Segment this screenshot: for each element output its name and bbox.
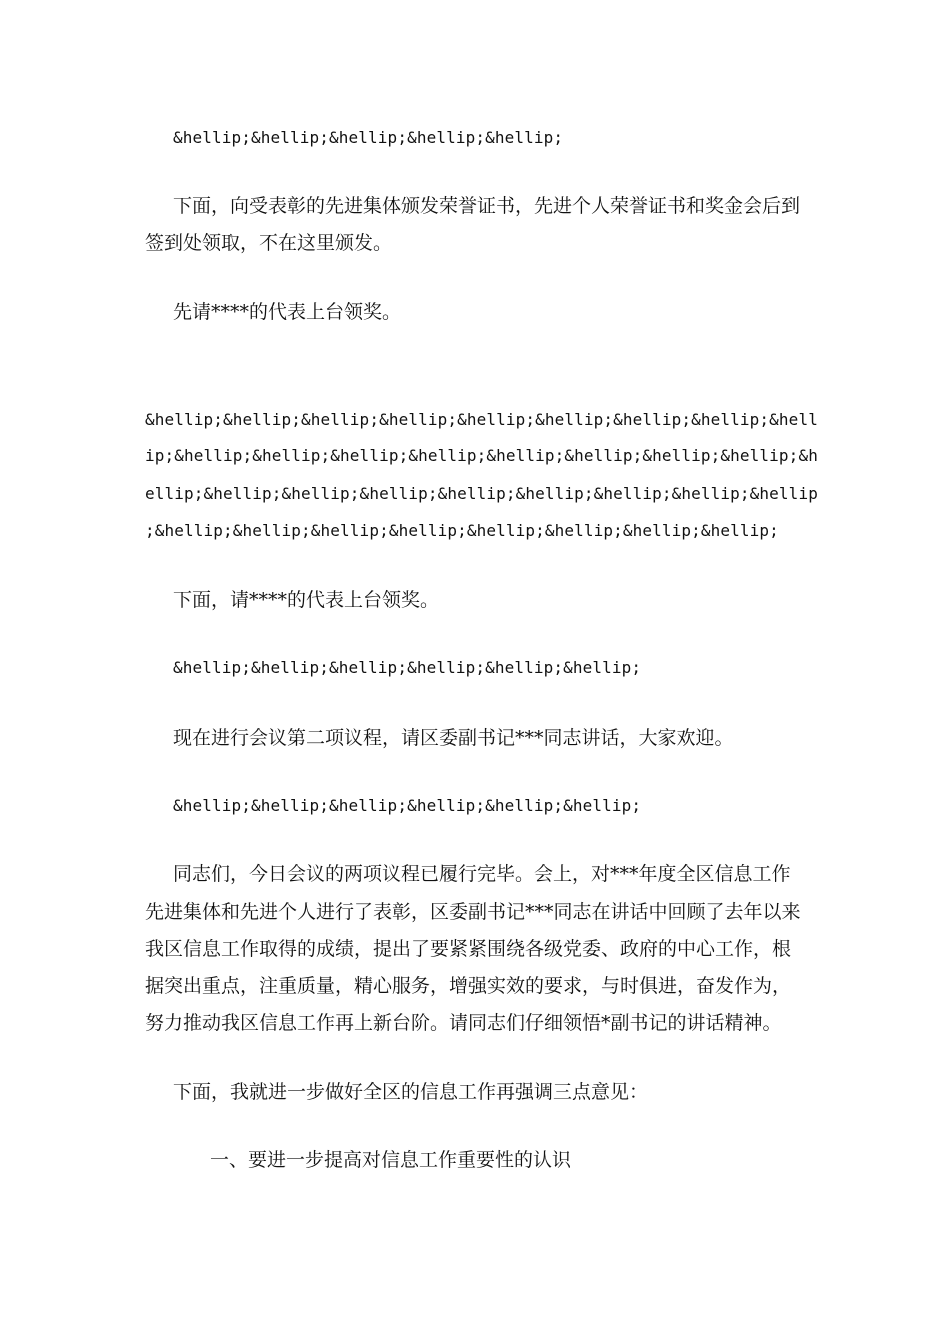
three-points-intro-line: 下面，我就进一步做好全区的信息工作再强调三点意见： <box>173 1081 649 1103</box>
agenda-two-line: 现在进行会议第二项议程，请区委副书记***同志讲话，大家欢迎。 <box>173 727 734 749</box>
summary-line: 同志们，今日会议的两项议程已履行完毕。会上，对***年度全区信息工作 <box>173 863 791 885</box>
ellipsis-line: &hellip;&hellip;&hellip;&hellip;&hellip; <box>173 128 564 147</box>
ellipsis-line: &hellip;&hellip;&hellip;&hellip;&hellip;&hellip; <box>173 658 642 677</box>
long-ellipsis-line: &hellip;&hellip;&hellip;&hellip;&hellip;&hellip;&hellip;&hellip;&hell <box>145 410 818 429</box>
summary-line: 我区信息工作取得的成绩，提出了要紧紧围绕各级党委、政府的中心工作，根 <box>145 938 792 960</box>
ellipsis-line: &hellip;&hellip;&hellip;&hellip;&hellip;&hellip; <box>173 796 642 815</box>
point-one-heading: 一、要进一步提高对信息工作重要性的认识 <box>210 1149 572 1171</box>
invite-first-line: 先请****的代表上台领奖。 <box>173 301 402 323</box>
award-paragraph-line: 签到处领取，不在这里颁发。 <box>145 232 393 254</box>
long-ellipsis-line: ;&hellip;&hellip;&hellip;&hellip;&hellip;&hellip;&hellip;&hellip; <box>145 521 779 540</box>
award-paragraph-line: 下面，向受表彰的先进集体颁发荣誉证书，先进个人荣誉证书和奖金会后到 <box>173 195 801 217</box>
summary-line: 先进集体和先进个人进行了表彰，区委副书记***同志在讲话中回顾了去年以来 <box>145 901 801 923</box>
long-ellipsis-line: ip;&hellip;&hellip;&hellip;&hellip;&hellip;&hellip;&hellip;&hellip;&h <box>145 446 818 465</box>
invite-next-line: 下面，请****的代表上台领奖。 <box>173 589 440 611</box>
summary-line: 据突出重点，注重质量，精心服务，增强实效的要求，与时俱进，奋发作为， <box>145 975 792 997</box>
long-ellipsis-line: ellip;&hellip;&hellip;&hellip;&hellip;&hellip;&hellip;&hellip;&hellip <box>145 484 818 503</box>
summary-line: 努力推动我区信息工作再上新台阶。请同志们仔细领悟*副书记的讲话精神。 <box>145 1012 782 1034</box>
